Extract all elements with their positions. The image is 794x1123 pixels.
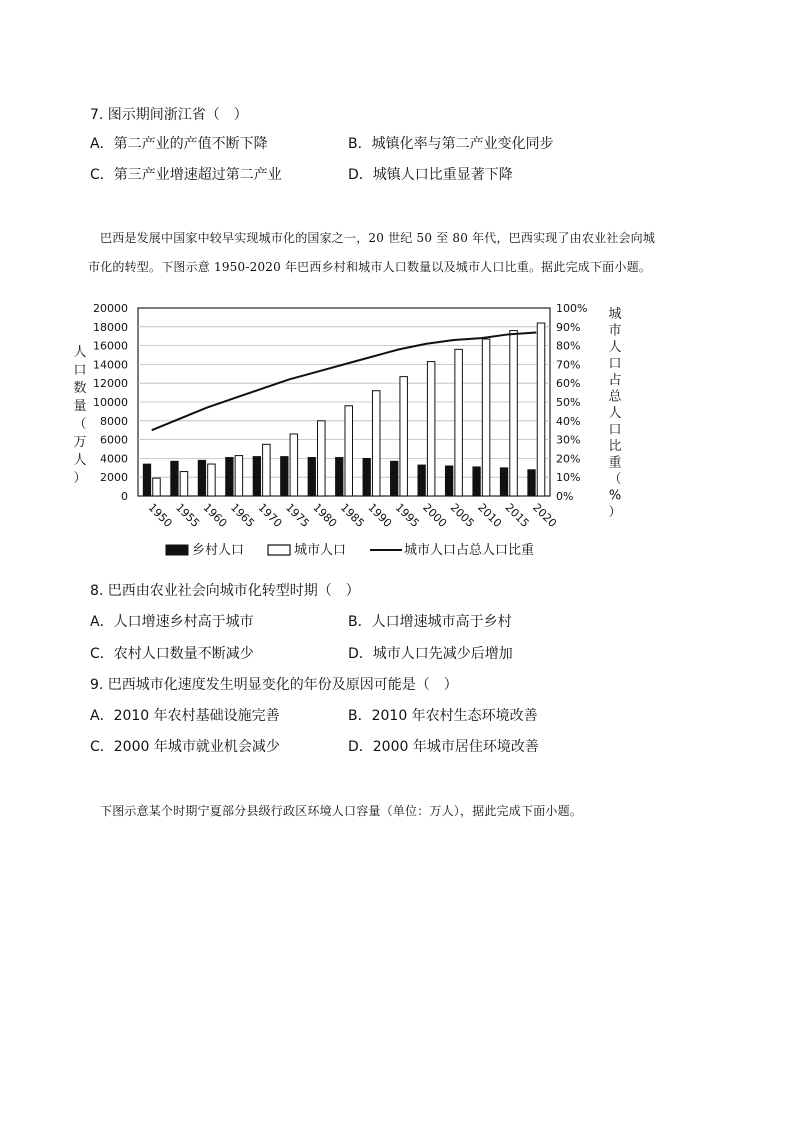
y-axis-title-char: ） — [73, 471, 87, 486]
q8-option-b: B．人口增速城市高于乡村 — [348, 614, 512, 630]
y-tick-label: 12000 — [93, 377, 128, 391]
q9-option-a: A．2010 年农村基础设施完善 — [90, 708, 280, 724]
bar-rural — [143, 464, 151, 496]
bar-rural — [198, 460, 206, 496]
y2-axis-title-char: （ — [608, 472, 622, 487]
passage-ningxia: 下图示意某个时期宁夏部分县级行政区环境人口容量（单位：万人），据此完成下面小题。 — [100, 804, 583, 818]
legend-label-rural: 乡村人口 — [192, 543, 245, 558]
y-tick-label: 10000 — [93, 396, 128, 409]
y2-axis-title-char: 市 — [608, 323, 622, 339]
y2-axis-title-char: 人 — [608, 406, 622, 421]
y-tick-label: 8000 — [100, 414, 128, 428]
y2-axis-title-char: 人 — [608, 340, 622, 355]
y2-axis-title-char: 比 — [608, 439, 622, 454]
y2-axis-title-char: 城 — [608, 307, 622, 322]
q9-option-d: D．2000 年城市居住环境改善 — [348, 739, 539, 755]
bar-urban — [510, 331, 518, 496]
y-tick-label: 14000 — [93, 358, 128, 372]
q7-option-a: A．第二产业的产值不断下降 — [90, 136, 268, 152]
x-tick-label: 1990 — [365, 500, 395, 530]
y-axis-title-char: 量 — [73, 399, 87, 414]
y-axis-title-char: 人 — [73, 453, 87, 468]
chart-line — [152, 332, 537, 430]
legend-label-urban: 城市人口 — [294, 543, 347, 558]
y-tick-label: 16000 — [93, 339, 128, 353]
bar-urban — [153, 478, 161, 496]
x-tick-label: 1955 — [173, 500, 203, 530]
x-tick-label: 1950 — [145, 500, 175, 530]
y2-axis-title-char: 口 — [608, 356, 622, 372]
y-tick-label: 18000 — [93, 320, 128, 334]
bar-rural — [418, 465, 426, 496]
q7-stem: 7. 图示期间浙江省（ ） — [90, 107, 248, 123]
bar-urban — [235, 456, 243, 496]
bar-rural — [473, 467, 481, 496]
bar-urban — [427, 362, 435, 496]
x-tick-label: 2020 — [530, 500, 560, 530]
bar-rural — [308, 457, 316, 496]
x-tick-label: 2000 — [420, 500, 450, 530]
y2-axis-title — [608, 307, 622, 520]
y2-tick-label: 50% — [556, 396, 581, 409]
bar-urban — [372, 391, 380, 496]
y2-tick-label: 60% — [556, 377, 581, 391]
y-axis-title-char: （ — [73, 417, 87, 432]
x-tick-label: 1960 — [200, 500, 230, 530]
q9-option-b: B．2010 年农村生态环境改善 — [348, 708, 538, 724]
x-tick-label: 2015 — [502, 500, 532, 530]
y-tick-label: 4000 — [100, 452, 128, 466]
bar-urban — [455, 349, 463, 496]
bar-rural — [528, 470, 536, 496]
y-axis-title-char: 万 — [73, 435, 87, 450]
passage-brazil-line1: 巴西是发展中国家中较早实现城市化的国家之一，20 世纪 50 至 80 年代，巴西实现了由农业社会向城 — [100, 231, 656, 245]
y-tick-label: 20000 — [93, 302, 128, 315]
bar-urban — [208, 464, 216, 496]
y-axis-title-char: 人 — [73, 345, 87, 360]
bar-urban — [482, 339, 490, 496]
q9-option-c: C．2000 年城市就业机会减少 — [90, 739, 280, 755]
q9-stem: 9. 巴西城市化速度发生明显变化的年份及原因可能是（ ） — [90, 677, 458, 693]
y2-tick-label: 30% — [556, 433, 581, 447]
y2-axis-title-char: 口 — [608, 422, 622, 438]
x-tick-label: 1995 — [392, 500, 422, 530]
y-axis-title — [73, 345, 86, 486]
x-tick-label: 1970 — [255, 500, 285, 530]
legend-swatch-rural — [166, 545, 188, 555]
q8-option-a: A．人口增速乡村高于城市 — [90, 614, 254, 630]
y2-axis-title-char: 重 — [608, 455, 622, 471]
q7-option-c: C．第三产业增速超过第二产业 — [90, 167, 282, 183]
q7-option-d: D．城镇人口比重显著下降 — [348, 167, 513, 183]
y2-axis-title-char: 总 — [608, 389, 622, 405]
x-tick-label: 1965 — [228, 500, 258, 530]
bar-rural — [445, 466, 453, 496]
bar-rural — [390, 461, 398, 496]
bar-rural — [336, 457, 344, 496]
y-axis-title-char: 数 — [73, 381, 87, 396]
bar-rural — [171, 461, 179, 496]
bar-urban — [180, 472, 188, 496]
y-axis-title-char: 口 — [73, 363, 87, 378]
y2-tick-label: 10% — [556, 471, 581, 485]
y-tick-label: 0 — [121, 490, 128, 503]
y2-tick-label: 100% — [556, 302, 588, 315]
bar-rural — [226, 457, 234, 496]
y-tick-label: 6000 — [100, 433, 128, 447]
y2-tick-label: 70% — [556, 358, 581, 372]
x-tick-label: 1975 — [282, 500, 312, 530]
y2-tick-label: 40% — [556, 414, 581, 428]
x-tick-label: 2010 — [475, 500, 505, 530]
legend-label-ratio: 城市人口占总人口比重 — [404, 543, 535, 558]
y2-tick-label: 80% — [556, 339, 581, 353]
bar-urban — [345, 406, 353, 496]
urban-ratio-line — [152, 332, 537, 430]
brazil-population-chart — [70, 296, 630, 568]
q8-option-c: C．农村人口数量不断减少 — [90, 646, 254, 662]
y2-axis-title-char: ） — [608, 505, 622, 520]
x-tick-label: 1985 — [337, 500, 367, 530]
chart-legend — [166, 542, 534, 558]
y2-tick-label: 20% — [556, 452, 581, 466]
bar-urban — [290, 434, 298, 496]
bar-rural — [363, 458, 371, 496]
y2-tick-label: 90% — [556, 320, 581, 334]
x-tick-label: 1980 — [310, 500, 340, 530]
q8-stem: 8. 巴西由农业社会向城市化转型时期（ ） — [90, 583, 360, 599]
y2-axis-title-char: % — [608, 488, 622, 504]
bar-rural — [500, 468, 508, 496]
y2-tick-label: 0% — [556, 490, 574, 503]
bar-urban — [400, 377, 408, 496]
q8-option-d: D．城市人口先减少后增加 — [348, 646, 513, 662]
bar-rural — [281, 457, 289, 496]
passage-brazil-line2: 市化的转型。下图示意 1950-2020 年巴西乡村和城市人口数量以及城市人口比重。据此完成下面小题。 — [88, 260, 651, 274]
legend-swatch-urban — [268, 545, 290, 555]
y2-axis-title-char: 占 — [608, 373, 622, 388]
y-tick-label: 2000 — [100, 471, 128, 485]
bar-urban — [263, 444, 271, 496]
q7-option-b: B．城镇化率与第二产业变化同步 — [348, 136, 554, 152]
bar-urban — [537, 323, 545, 496]
bar-urban — [318, 421, 326, 496]
bar-rural — [253, 457, 261, 496]
x-tick-label: 2005 — [447, 500, 477, 530]
